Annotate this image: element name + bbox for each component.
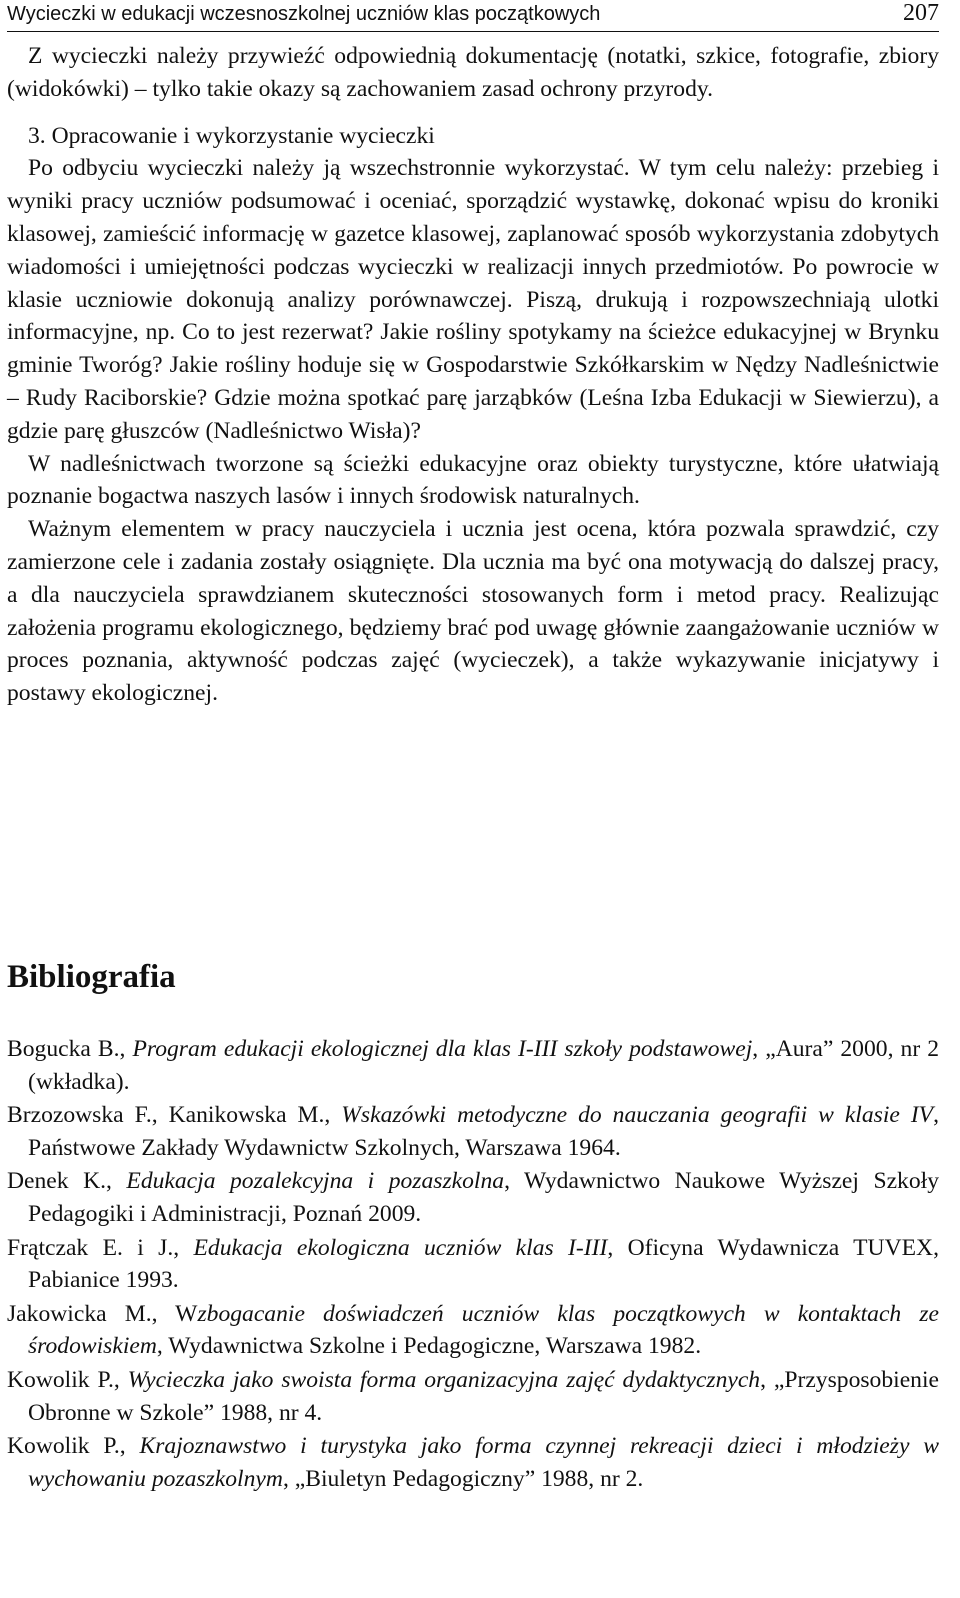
entry-title: Wycieczka jako swoista forma organizacyjna zajęć dydaktycznych	[127, 1366, 761, 1393]
paragraph-documentation: Z wycieczki należy przywieźć odpowiednią dokumentację (notatki, szkice, fotografie, zbiory (widokówki) – tylko takie okazy są zachowaniem zasad ochrony przyrody.	[7, 43, 939, 102]
entry-publication: , Wydawnictwa Szkolne i Pedagogiczne, Warszawa 1982.	[156, 1333, 702, 1360]
entry-publication: , „Przysposobienie Obronne w Szkole” 1988, nr 4.	[28, 1366, 939, 1426]
running-header	[7, 0, 939, 32]
bibliography-entry	[7, 1033, 939, 1098]
bibliography-entry	[7, 1430, 939, 1495]
entry-author: Kowolik P.,	[7, 1433, 140, 1460]
bibliography-entry	[7, 1364, 939, 1429]
entry-title: Program edukacji ekologicznej dla klas I-III szkoły podstawowej	[132, 1036, 753, 1062]
section-heading: 3. Opracowanie i wykorzystanie wycieczki	[28, 122, 435, 149]
running-title: Wycieczki w edukacji wczesnoszkolnej uczniów klas początkowych	[7, 3, 601, 25]
entry-publication: , Państwowe Zakłady Wydawnictw Szkolnych, Warszawa 1964.	[28, 1102, 939, 1161]
entry-publication: , Oficyna Wydawnicza TUVEX, Pabianice 1993.	[28, 1234, 939, 1294]
entry-title: Krajoznawstwo i turystyka jako forma czynnej rekreacji dzieci i młodzieży w wychowaniu pozaszkolnym	[28, 1433, 939, 1492]
paragraph-forest-districts: W nadleśnictwach tworzone są ścieżki edukacyjne oraz obiekty turystyczne, które ułatwiają poznanie bogactwa naszych lasów i innych środowisk naturalnych.	[7, 450, 939, 510]
bibliography-list	[7, 1033, 939, 1496]
entry-author: Denek K.,	[7, 1168, 127, 1195]
entry-author: Kowolik P.,	[7, 1366, 128, 1393]
entry-publication: , „Aura” 2000, nr 2 (wkładka).	[28, 1036, 940, 1095]
paragraph-assessment: Ważnym elementem w pracy nauczyciela i ucznia jest ocena, która pozwala sprawdzić, czy zamierzone cele i zadania zostały osiągnięte. Dla ucznia ma być ona motywacją do dalszej pracy, a dla nauczyciela sprawdzianem skuteczności stosowanych form i metod pracy. Realizując założenia programu ekologicznego, będziemy brać pod uwagę głównie zaangażowanie uczniów w proces poznania, aktywność podczas zajęć (wycieczek), a także wykazywanie inicjatywy i postawy ekologicznej.	[7, 516, 939, 707]
entry-author: Brzozowska F., Kanikowska M.,	[7, 1102, 342, 1129]
bibliography-heading: Bibliografia	[7, 959, 176, 995]
bibliography-entry	[7, 1165, 939, 1230]
entry-publication: , „Biuletyn Pedagogiczny” 1988, nr 2.	[282, 1465, 644, 1492]
bibliography-entry	[7, 1298, 939, 1363]
bibliography-entry	[7, 1232, 939, 1297]
entry-author: Bogucka B.,	[7, 1036, 133, 1062]
entry-publication: , Wydawnictwo Naukowe Wyższej Szkoły Pedagogiki i Administracji, Poznań 2009.	[28, 1168, 939, 1227]
entry-author: Frątczak E. i J.,	[7, 1234, 194, 1261]
main-text	[7, 40, 939, 710]
bibliography-entry	[7, 1099, 939, 1164]
paragraph-use-of-trip: Po odbyciu wycieczki należy ją wszechstronnie wykorzystać. W tym celu należy: przebieg i wyniki pracy uczniów podsumować i oceniać, sporządzić wystawkę, dokonać wpisu do kroniki klasowej, zamieścić informację w gazetce klasowej, zaplanować sposób wykorzystania zdobytych wiadomości i umiejętności podczas wycieczki w realizacji innych przedmiotów. Po powrocie w klasie uczniowie dokonują analizy porównawczej. Piszą, drukują i rozpowszechniają ulotki informacyjne, np. Co to jest rezerwat? Jakie rośliny spotykamy na ścieżce edukacyjnej w Brynku gminie Tworóg? Jakie rośliny hoduje się w Gospodarstwie Szkółkarskim w Nędzy Nadleśnictwie – Rudy Raciborskie? Gdzie można spotkać parę jarząbków (Leśna Izba Edukacji w Siewierzu), a gdzie parę głuszców (Nadleśnictwo Wisła)?	[7, 155, 939, 444]
entry-author: Jakowicka M., W	[7, 1300, 198, 1327]
entry-title: Edukacja ekologiczna uczniów klas I-III	[193, 1234, 608, 1261]
entry-title: Wskazówki metodyczne do nauczania geografii w klasie IV	[341, 1102, 934, 1129]
entry-title: Edukacja pozalekcyjna i pozaszkolna	[126, 1168, 505, 1195]
page-number: 207	[903, 0, 939, 26]
entry-title: zbogacanie doświadczeń uczniów klas początkowych w kontaktach ze środowiskiem	[28, 1300, 939, 1360]
